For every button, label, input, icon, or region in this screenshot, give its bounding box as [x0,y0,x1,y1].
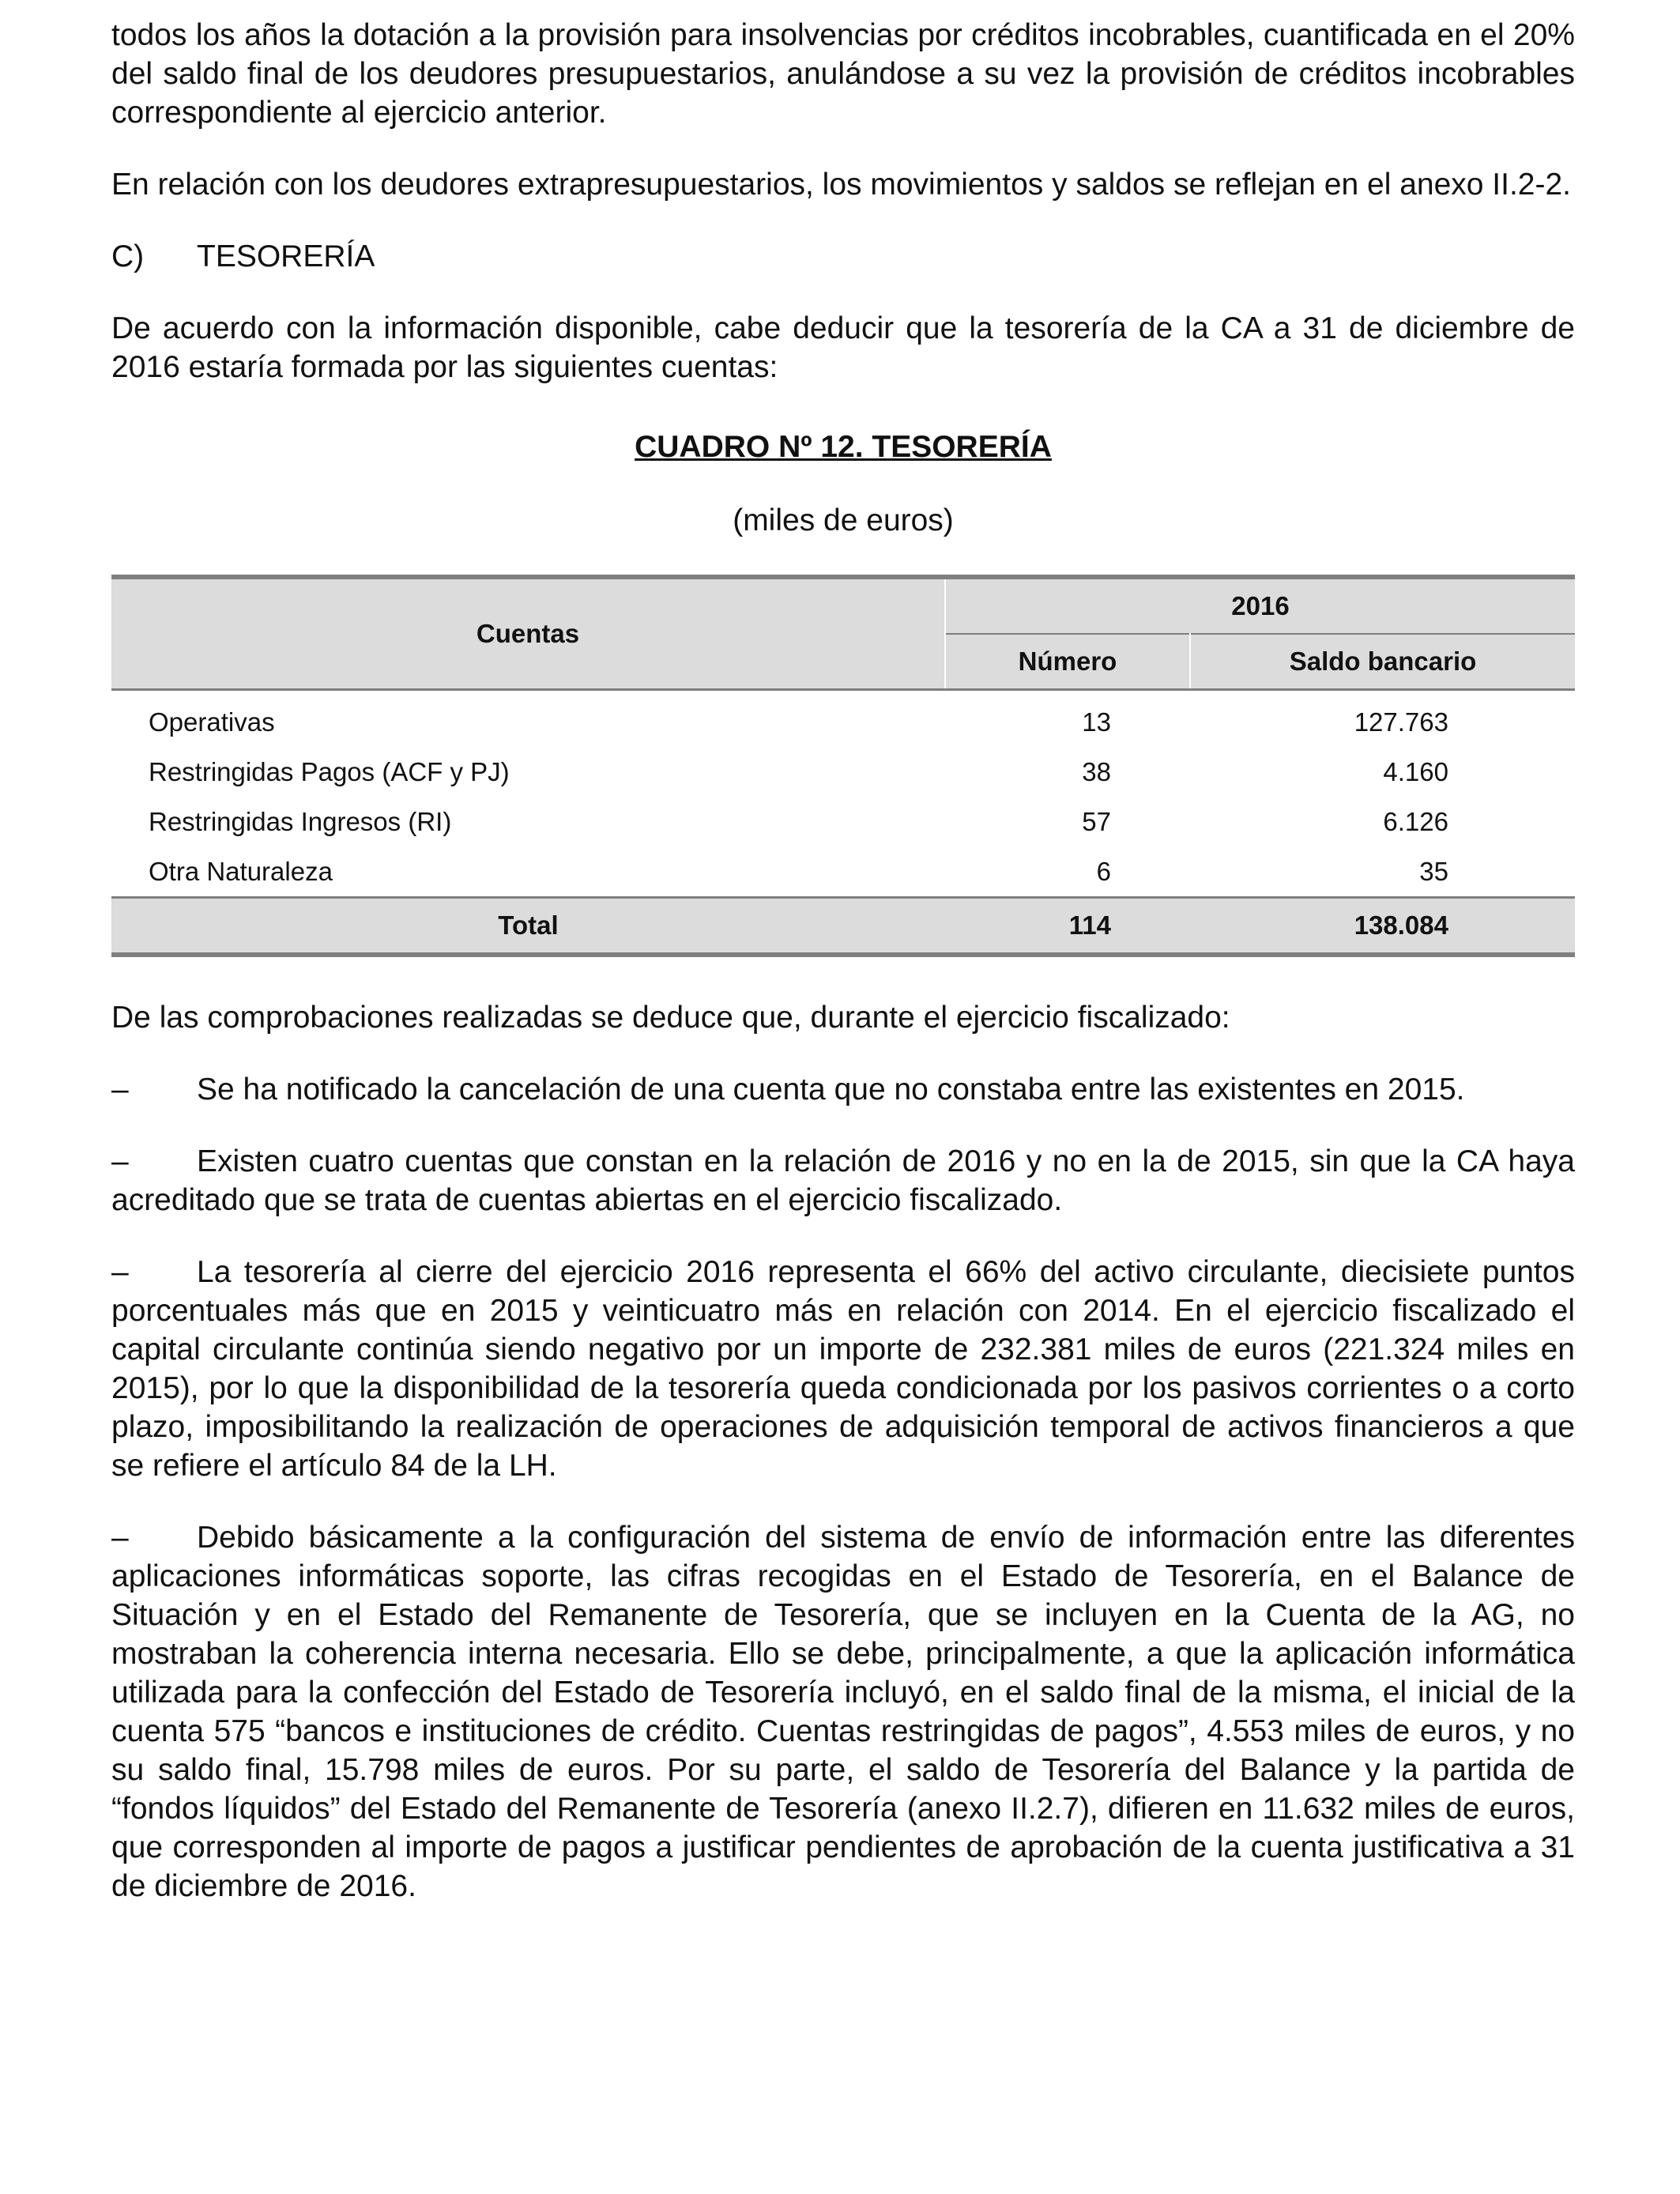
total-numero: 114 [945,898,1190,956]
table-row [111,747,1575,797]
table-row [111,690,1575,748]
row-numero: 13 [1082,707,1111,737]
table-row [111,846,1575,898]
paragraph-comprobaciones: De las comprobaciones realizadas se deduce que, durante el ejercicio fiscalizado: [111,1001,1230,1035]
row-name: Restringidas Ingresos (RI) [149,806,452,836]
bullet-text: Debido básicamente a la configuración del sistema de envío de información entre las diferentes aplicaciones informáticas soporte, las cifras recogidas en el Estado de Tesorería, en el Balance de Situación y en el Estado del Remanente de Tesorería, que se incluyen en la Cuenta de la AG, no mostraban la coherencia interna necesaria. Ello se debe, principalmente, a que la aplicación informática utilizada para la confección del Estado de Tesorería incluyó, en el saldo final de la misma, el inicial de la cuenta 575 “bancos e instituciones de crédito. Cuentas restringidas de pagos”, 4.553 miles de euros, y no su saldo final, 15.798 miles de euros. Por su parte, el saldo de Tesorería del Balance y la partida de “fondos líquidos” del Estado del Remanente de Tesorería (anexo II.2.7), difieren en 11.632 miles de euros, que corresponden al importe de pagos a justificar pendientes de aprobación de la cuenta justificativa a 31 de diciembre de 2016. [111,1521,1575,1903]
row-name: Restringidas Pagos (ACF y PJ) [149,756,510,786]
header-saldo: Saldo bancario [1190,634,1575,690]
bullet-text: Existen cuatro cuentas que constan en la relación de 2016 y no en la de 2015, sin que la CA haya acreditado que se trata de cuentas abiertas en el ejercicio fiscalizado. [111,1144,1575,1217]
row-saldo: 4.160 [1383,756,1448,786]
paragraph-tesoreria-intro: De acuerdo con la información disponible, cabe deducir que la tesorería de la CA a 31 de diciembre de 2016 estaría formada por las siguientes cuentas: [111,311,1575,384]
row-name: Otra Naturaleza [149,856,333,886]
row-numero: 57 [1082,806,1111,836]
section-title: TESORERÍA [197,239,375,273]
row-name: Operativas [149,707,275,737]
table-title: CUADRO Nº 12. TESORERÍA [635,430,1052,464]
bullet-item [111,1142,1575,1220]
paragraph-extrapresupuestarios: En relación con los deudores extrapresupuestarios, los movimientos y saldos se reflejan en el anexo II.2-2. [111,168,1571,202]
section-heading [111,237,1575,276]
total-label: Total [111,898,945,956]
bullet-dash: – [111,1072,129,1106]
row-saldo: 127.763 [1354,707,1448,737]
bullet-item [111,1253,1575,1485]
header-year: 2016 [945,577,1575,634]
row-numero: 6 [1096,856,1111,886]
total-row [111,898,1575,956]
bullet-text: Se ha notificado la cancelación de una cuenta que no constaba entre las existentes en 2015. [197,1072,1465,1106]
paragraph-provision: todos los años la dotación a la provisión para insolvencias por créditos incobrables, cuantificada en el 20% del saldo final de los deudores presupuestarios, anulándose a su vez la provisión de créditos incobrables correspondiente al ejercicio anterior. [111,18,1575,130]
header-cuentas: Cuentas [111,577,945,690]
row-saldo: 35 [1419,856,1448,886]
row-numero: 38 [1082,756,1111,786]
bullet-text: La tesorería al cierre del ejercicio 2016 representa el 66% del activo circulante, diecisiete puntos porcentuales más que en 2015 y veinticuatro más en relación con 2014. En el ejercicio fiscalizado el capital circulante continúa siendo negativo por un importe de 232.381 miles de euros (221.324 miles en 2015), por lo que la disponibilidad de la tesorería queda condicionada por los pasivos corrientes o a corto plazo, imposibilitando la realización de operaciones de adquisición temporal de activos financieros a que se refiere el artículo 84 de la LH. [111,1255,1575,1483]
table-row [111,797,1575,846]
bullet-item [111,1518,1575,1906]
total-saldo: 138.084 [1190,898,1575,956]
section-letter: C) [111,239,145,273]
row-saldo: 6.126 [1383,806,1448,836]
bullet-dash: – [111,1144,129,1178]
header-numero: Número [945,634,1190,690]
bullet-dash: – [111,1521,129,1555]
document-page [111,16,1575,1939]
bullet-item [111,1070,1575,1109]
bullet-dash: – [111,1255,129,1289]
tesoreria-table [111,575,1575,957]
table-subtitle: (miles de euros) [733,503,954,537]
